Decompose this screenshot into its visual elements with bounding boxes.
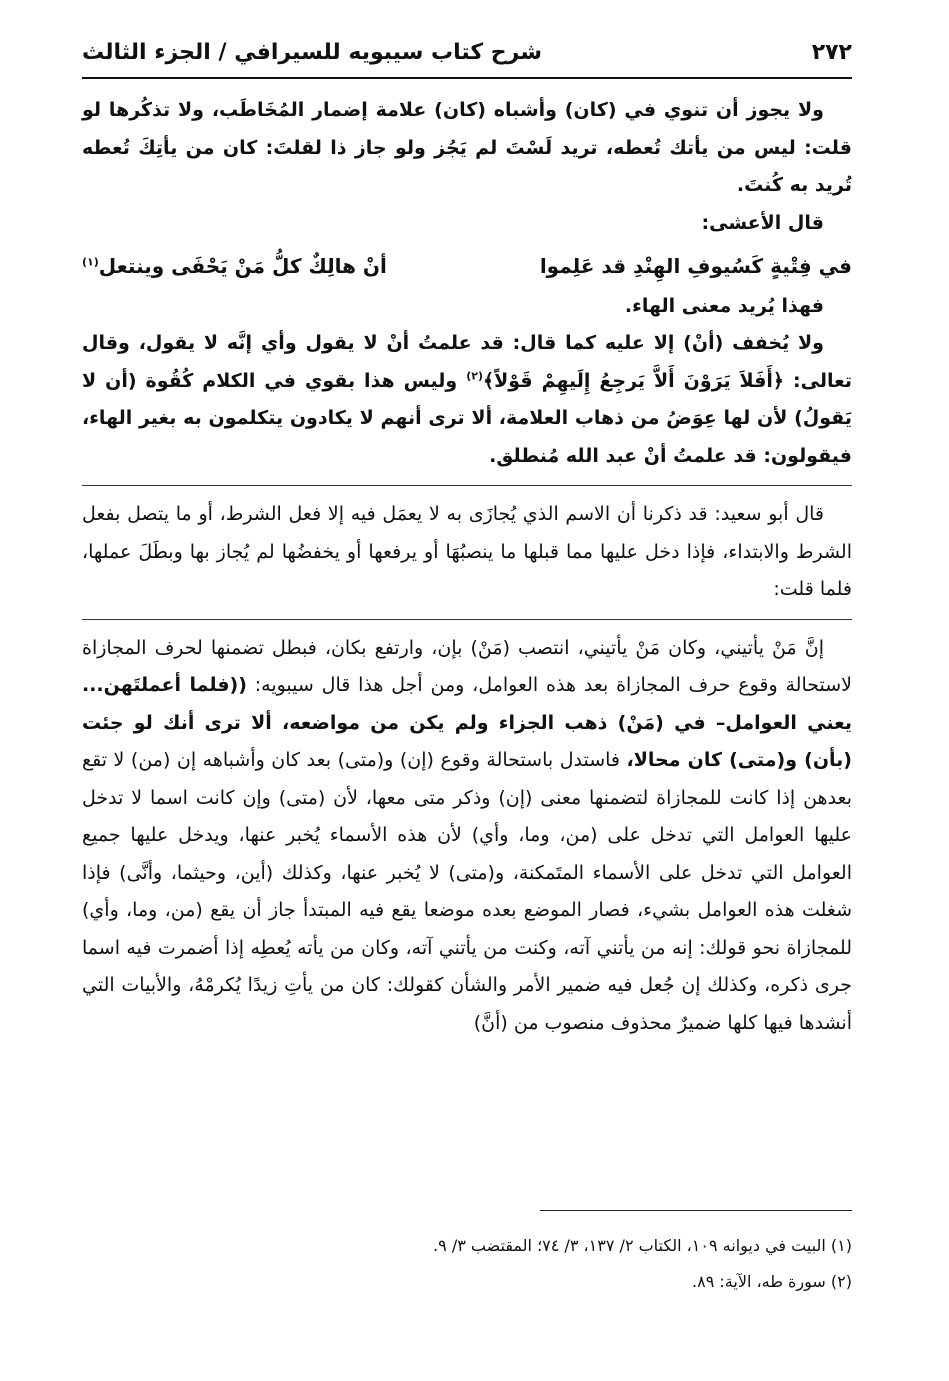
paragraph bbox=[82, 630, 852, 1043]
verse-second-hemistich bbox=[82, 248, 387, 286]
footnote-ref-1: (١) bbox=[82, 255, 99, 269]
footnote-1: (١) البيت في ديوانه ١٠٩، الكتاب ٢/ ١٣٧، ٣/ ٧٤؛ المقتضب ٣/ ٩. bbox=[433, 1236, 852, 1255]
section-2 bbox=[82, 496, 852, 609]
running-title: شرح كتاب سيبويه للسيرافي / الجزء الثالث bbox=[82, 39, 542, 65]
section-3 bbox=[82, 630, 852, 1043]
verse-second-text: أنْ هالِكٌ كلُّ مَنْ يَحْفَى وينتعل bbox=[98, 254, 387, 278]
footnote-2: (٢) سورة طه، الآية: ٨٩. bbox=[692, 1272, 852, 1291]
footnote-rule bbox=[540, 1210, 852, 1211]
header-rule bbox=[82, 77, 852, 79]
footnote-ref-2: (٢) bbox=[466, 369, 483, 383]
paragraph: ولا يجوز أن تنوي في (كان) وأشباه (كان) علامة إضمار المُخَاطَب، ولا تذكُرها لو قلت: ليس من يأتك تُعطه، تريد لَسْتَ لم يَجُز ولو جاز ذا لقلتَ: كان من يأتِكَ تُعطه تُريد به كُنتَ. bbox=[82, 99, 852, 196]
page-number: ٢٧٢ bbox=[811, 39, 852, 65]
paragraph-text: ولا يُخفف (أنْ) إلا عليه كما قال: قد علمتُ أنْ لا يقول وأي إنَّه لا يقول، وقال تعالى: ﴿أَفَلاَ يَرَوْنَ أَلاَّ يَرجِعُ إِلَيهِمْ قَوْلاً﴾ bbox=[82, 332, 852, 392]
page-header bbox=[82, 30, 852, 74]
section-divider bbox=[82, 619, 852, 620]
main-text bbox=[82, 92, 852, 1042]
poetry-verse bbox=[82, 242, 852, 288]
paragraph: قال أبو سعيد: قد ذكرنا أن الاسم الذي يُجازَى به لا يعمَل فيه إلا فعل الشرط، أو ما يتصل بفعل الشرط والابتداء، فإذا دخل عليها مما قبلها ما ينصبُهَا أو يرفعها أو يخفضُها لم يُجاز بها وبطَلَ عملها، فلما قلت: bbox=[82, 503, 852, 600]
verse-intro: قال الأعشى: bbox=[701, 211, 824, 234]
section-divider bbox=[82, 485, 852, 486]
section-1 bbox=[82, 92, 852, 475]
verse-first-hemistich: في فِتْيةٍ كَسُيوفِ الهِنْدِ قد عَلِموا bbox=[539, 254, 852, 278]
paragraph-text: وليس هذا بقوي في الكلام كُقُوة (أن لا يَقولُ) لأن لها عِوَضُ من ذهاب العلامة، ألا ترى أنهم لا يكادون يتكلمون به بغير الهاء، فيقولون: قد علمتُ أنْ عبد الله مُنطلق. bbox=[82, 369, 852, 467]
sibawayh-quote: ((فلما أعملتَهن... يعني العوامل– في (مَنْ) ذهب الجزاء ولم يكن من مواضعه، ألا ترى أنك لو جئت (بأن) و(متى) كان محالا، bbox=[82, 674, 852, 771]
paragraph-text: فاستدل باستحالة وقوع (إن) و(متى) بعد كان وأشباهه إن (من) لا تقع بعدهن إذا كانت للمجازاة لتضمنها معنى (إن) وذكر متى معها، لأن (متى) وإن كانت اسما لا تدخل عليها العوامل التي تدخل على (من، وما، وأي) لأن هذه الأسماء يُخبر عنها، ويدخل عليها جميع العوامل التي تدخل على الأسماء المتَمكنة، و(متى) لا يُخبر عنها، وكذلك (أين، وحيثما، وأنَّى) فإذا شغلت هذه العوامل بشيء، فصار الموضع بعده موضعا يقع فيه المبتدأ جاز أن يقع (من، وما، وأي) للمجازاة نحو قولك: إنه من يأتني آته، وكنت من يأتني آته، وكان من يأته يُعطِه إذا أضمرت فيه اسما جرى ذكره، وكذلك إن جُعل فيه ضمير الأمر والشأن كقولك: كان من يأتِ زيدًا يُكرمْهُ، والأبيات التي أنشدها فيها كلها ضميرٌ محذوف منصوب من (أنَّ) bbox=[82, 749, 852, 1034]
footnotes bbox=[82, 1228, 852, 1300]
paragraph bbox=[82, 325, 852, 475]
verse-commentary: فهذا يُريد معنى الهاء. bbox=[624, 294, 824, 317]
paragraph-text: إنَّ مَنْ يأتيني، وكان مَنْ يأتيني، انتصب (مَنْ) بإن، وارتفع بكان، فبطل تضمنها لحرف المجازاة لاستحالة وقوع حرف المجازاة بعد هذه العوامل، ومن أجل هذا قال سيبويه: bbox=[82, 636, 852, 696]
